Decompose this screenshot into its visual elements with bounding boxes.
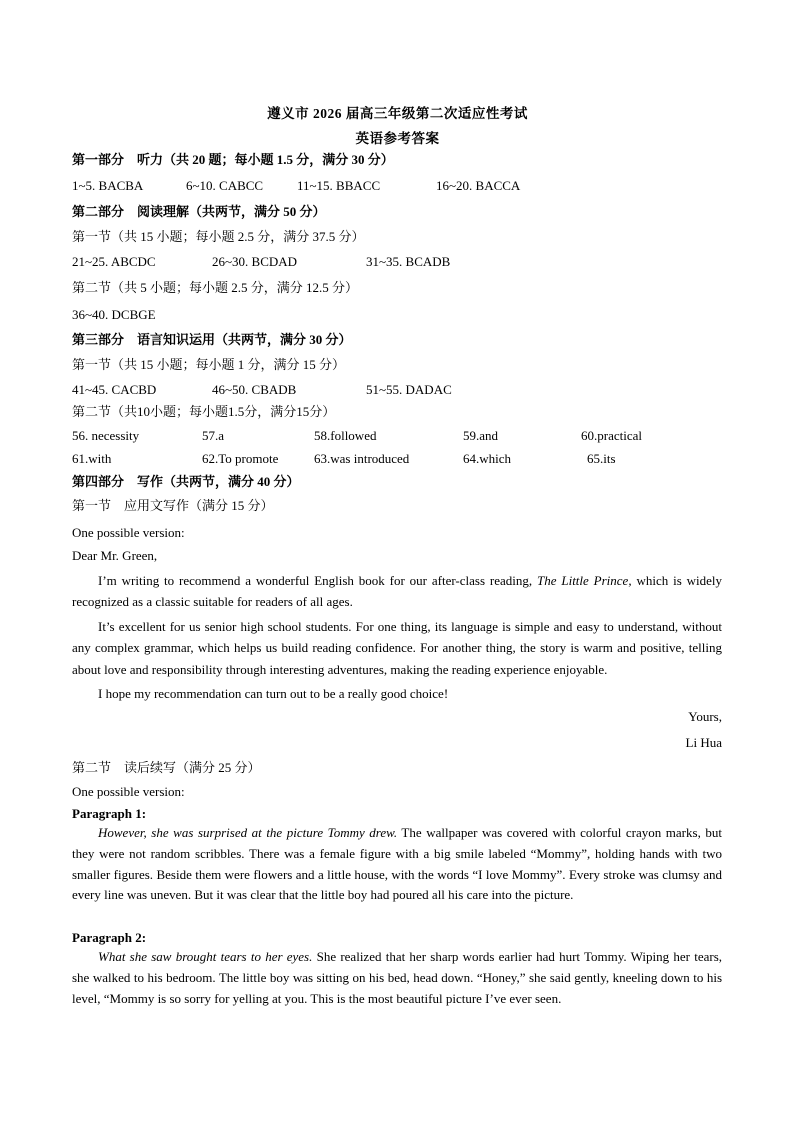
continuation-paragraph-1 [72,823,722,906]
fill-answer: 62.To promote [202,451,279,466]
letter-paragraph [72,570,722,613]
letter-salutation: Dear Mr. Green, [72,548,158,563]
paragraph1-label: Paragraph 1: [72,806,147,821]
paragraph2-label: Paragraph 2: [72,930,147,945]
part1-heading: 第一部分 听力（共 20 题；每小题 1.5 分，满分 30 分） [72,152,394,167]
part2-heading: 第二部分 阅读理解（共两节，满分 50 分） [72,204,326,219]
answer-group: 11~15. BBACC [297,178,381,193]
paragraph-body: She realized that her sharp words earlier had hurt Tommy. Wiping her tears, she walked to his bedroom. The little boy was sitting on his bed, head down. “Honey,” she said gently, kneeling down to his level, “Mommy is so sorry for yelling at you. This is the most beautiful picture I’ve ever seen. [72,949,722,1006]
part4-section2-heading: 第二节 读后续写（满分 25 分） [72,760,261,775]
paragraph-lead: However, she was surprised at the picture Tommy drew. [98,825,398,840]
book-title: The Little Prince, [536,573,632,588]
part4-heading: 第四部分 写作（共两节，满分 40 分） [72,474,300,489]
paragraph-body: The wallpaper was covered with colorful crayon marks, but they were not random scribbles. There was a female figure with a big smile labeled “Mommy”, holding hands with two smaller figures. Beside them were flowers and a little house, with the words “I love Mommy”. Every stroke was clumsy and every line was uneven. But it was clear that the little boy had poured all his care into the picture. [72,825,722,903]
part3-section2-heading: 第二节（共10小题；每小题1.5分，满分15分） [72,404,336,419]
continuation-paragraph-2 [72,947,722,1009]
fill-answer: 58.followed [314,428,377,443]
part3-heading: 第三部分 语言知识运用（共两节，满分 30 分） [72,332,352,347]
answer-group: 41~45. CACBD [72,382,157,397]
part3-section1-heading: 第一节（共 15 小题；每小题 1 分，满分 15 分） [72,357,346,372]
exam-title: 遵义市 2026 届高三年级第二次适应性考试 [267,106,528,121]
answer-group: 51~55. DADAC [366,382,452,397]
answer-group: 26~30. BCDAD [212,254,298,269]
letter-text: which is widely recognized as a classic suitable for readers of all ages. [72,573,722,610]
answer-group: 31~35. BCADB [366,254,451,269]
part2-section1-heading: 第一节（共 15 小题；每小题 2.5 分，满分 37.5 分） [72,229,365,244]
answer-group: 36~40. DCBGE [72,307,156,322]
letter-paragraph: It’s excellent for us senior high school students. For one thing, its language is simple and easy to understand, without any complex grammar, which helps us build reading confidence. For another thing, the story is warm and positive, telling about love and responsibility through interesting adventures, making the reading experience enjoyable. [72,619,722,677]
answer-group: 21~25. ABCDC [72,254,156,269]
fill-answer: 65.its [587,451,616,466]
answer-group: 6~10. CABCC [186,178,264,193]
answer-group: 46~50. CBADB [212,382,297,397]
paragraph-lead: What she saw brought tears to her eyes. [98,949,313,964]
fill-answer: 59.and [463,428,499,443]
part4-section1-heading: 第一节 应用文写作（满分 15 分） [72,498,274,513]
fill-answer: 64.which [463,451,512,466]
exam-subtitle: 英语参考答案 [355,131,440,146]
fill-answer: 60.practical [581,428,642,443]
fill-answer: 57.a [202,428,225,443]
letter-closing: Yours, [688,709,722,724]
letter-signature: Li Hua [685,735,722,750]
answer-group: 1~5. BACBA [72,178,144,193]
letter-text: I’m writing to recommend a wonderful English book for our after-class reading, [98,573,537,588]
fill-answer: 63.was introduced [314,451,410,466]
fill-answer: 56. necessity [72,428,140,443]
answer-group: 16~20. BACCA [436,178,521,193]
letter-paragraph: I hope my recommendation can turn out to be a really good choice! [98,686,449,701]
possible-version-label: One possible version: [72,784,185,799]
possible-version-label: One possible version: [72,525,185,540]
fill-answer: 61.with [72,451,112,466]
part2-section2-heading: 第二节（共 5 小题；每小题 2.5 分，满分 12.5 分） [72,280,359,295]
